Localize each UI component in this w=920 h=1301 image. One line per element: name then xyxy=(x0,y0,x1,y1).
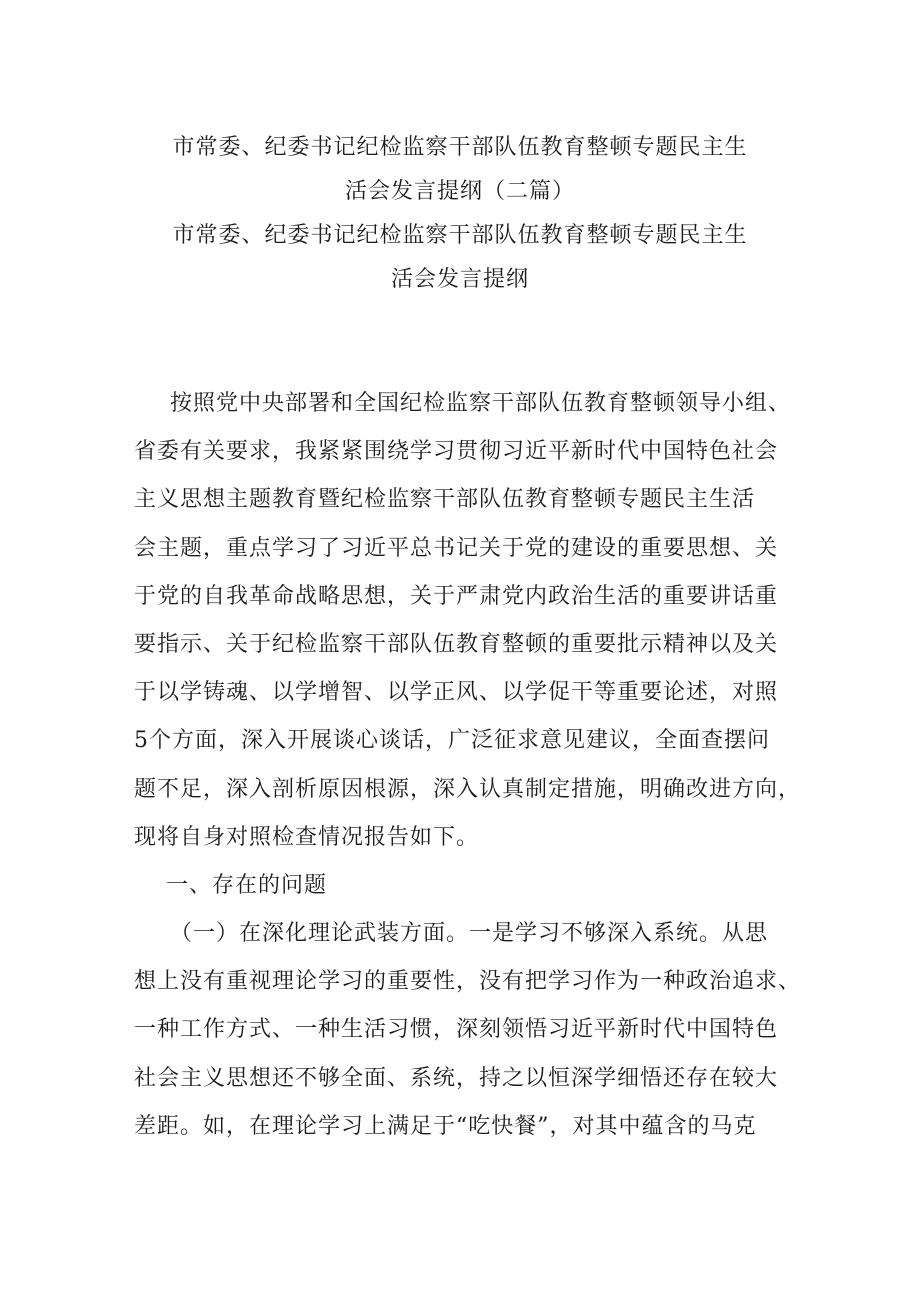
paragraph-line: 省委有关要求，我紧紧围绕学习贯彻习近平新时代中国特色社会 xyxy=(134,439,779,465)
title-line-2: 活会发言提纲（二篇） xyxy=(344,179,575,204)
paragraph-line: 差距。如，在理论学习上满足于“吃快餐”，对其中蕴含的马克 xyxy=(134,1113,757,1139)
title-line-4: 活会发言提纲 xyxy=(390,267,529,292)
section-heading: 一、存在的问题 xyxy=(166,872,328,898)
paragraph-line: 按照党中央部署和全国纪检监察干部队伍教育整顿领导小组、 xyxy=(170,391,792,416)
paragraph-line: 一种工作方式、一种生活习惯，深刻领悟习近平新时代中国特色 xyxy=(134,1017,779,1043)
paragraph-line: 会主题，重点学习了习近平总书记关于党的建设的重要思想、关 xyxy=(134,535,779,561)
document-title xyxy=(0,126,920,302)
paragraph-line: 于党的自我革命战略思想，关于严肃党内政治生活的重要讲话重 xyxy=(134,583,779,609)
paragraph-line: 于以学铸魂、以学增智、以学正风、以学促干等重要论述，对照 xyxy=(134,680,779,706)
paragraph-line: 现将自身对照检查情况报告如下。 xyxy=(134,824,480,850)
paragraph-line: 题不足，深入剖析原因根源，深入认真制定措施，明确改进方向， xyxy=(134,776,802,802)
title-line-1: 市常委、纪委书记纪检监察干部队伍教育整顿专题民主生 xyxy=(172,135,748,160)
paragraph-line: 主义思想主题教育暨纪检监察干部队伍教育整顿专题民主生活 xyxy=(134,487,756,513)
paragraph-intro xyxy=(134,380,802,862)
paragraph-line: 要指示、关于纪检监察干部队伍教育整顿的重要批示精神以及关 xyxy=(134,631,779,657)
paragraph-line: 5个方面，深入开展谈心谈话，广泛征求意见建议，全面查摆问 xyxy=(134,728,770,754)
paragraph-theory xyxy=(134,910,802,1151)
title-line-3: 市常委、纪委书记纪检监察干部队伍教育整顿专题民主生 xyxy=(172,223,748,248)
document-body xyxy=(134,380,802,1151)
paragraph-line: 社会主义思想还不够全面、系统，持之以恒深学细悟还存在较大 xyxy=(134,1065,779,1091)
paragraph-line: 想上没有重视理论学习的重要性，没有把学习作为一种政治追求、 xyxy=(134,969,802,995)
paragraph-line: （一）在深化理论武装方面。一是学习不够深入系统。从思 xyxy=(170,921,769,947)
